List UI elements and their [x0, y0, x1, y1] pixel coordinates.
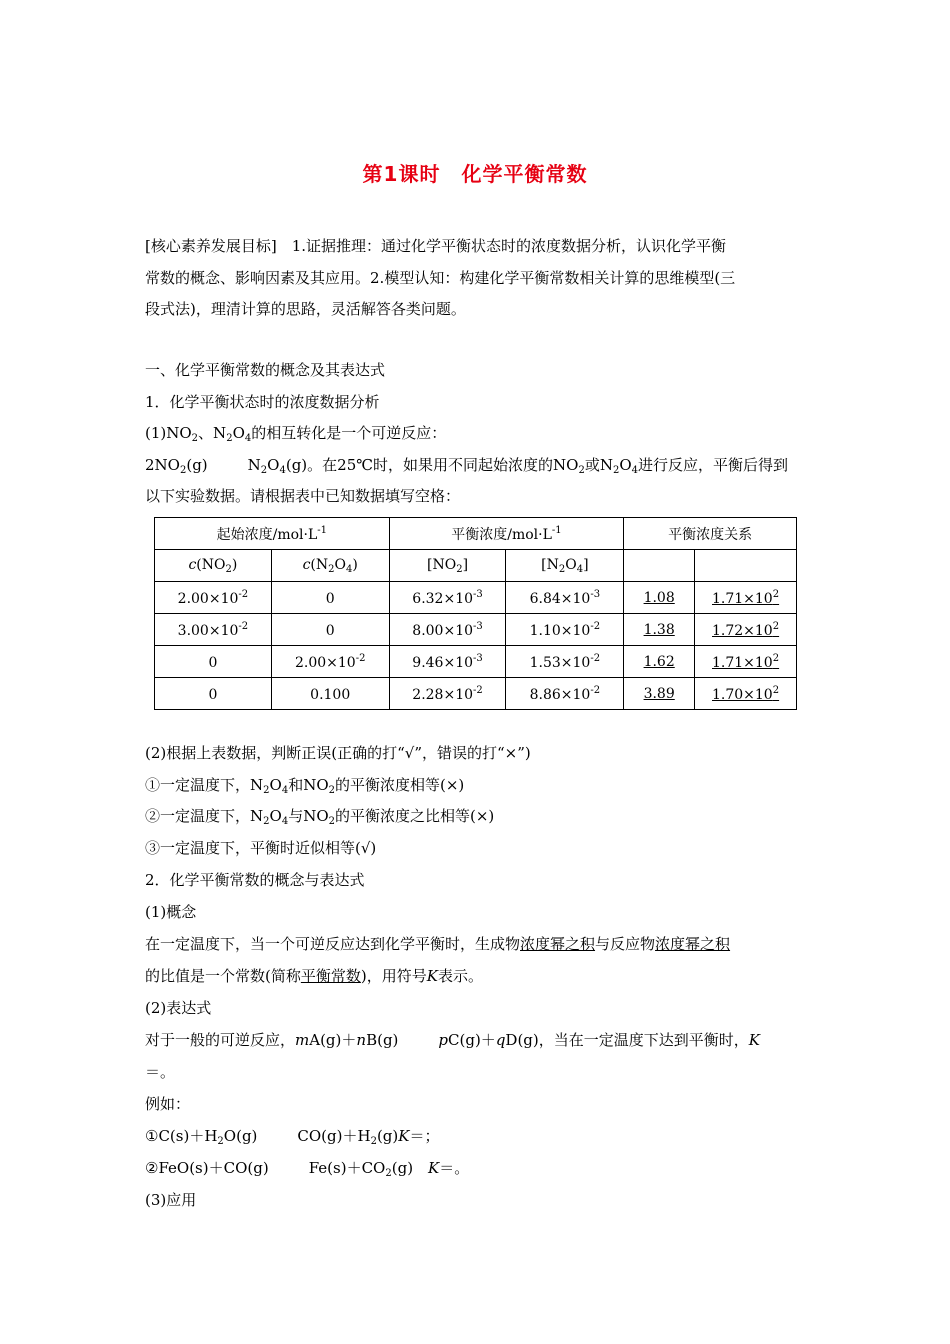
judge-item-3: ③一定温度下，平衡时近似相等(√) [145, 839, 377, 857]
table-row: 0 0.100 $2.28\times 10^{-2}$ $8.86\times 10^{-2}$ 3.89 $1.70\times 10^2$ [155, 678, 797, 710]
col-relation-1 [624, 550, 695, 582]
col-eq-no2: $[NO_2]$ [389, 550, 506, 582]
expression-line-2: ＝。 [145, 1063, 176, 1081]
judge-item-2: ②一定温度下，$N_2O_4$与$NO_2$的平衡浓度之比相等(×) [145, 807, 495, 827]
subheading-1: 1．化学平衡状态时的浓度数据分析 [145, 393, 380, 411]
data-table [154, 517, 797, 710]
header-equilibrium: 平衡浓度$/mol\cdot L^{-1}$ [389, 518, 624, 550]
header-relation: 平衡浓度关系 [624, 518, 797, 550]
goals-line-3: 段式法)，理清计算的思路，灵活解答各类问题。 [145, 300, 466, 318]
example-1: $①C(s)+H_2O(g)$ $CO(g)+H_2(g)K=$； [145, 1127, 440, 1147]
page-title: 第1课时 化学平衡常数 [362, 162, 588, 186]
col-c-no2: $c(NO_2)$ [155, 550, 272, 582]
concept-heading: (1)概念 [145, 903, 197, 921]
paragraph-reaction: $2NO_2(g)$ $N_2O_4(g)$。在25℃时，如果用不同起始浓度的$NO_2$或$N_2O_4$进行反应，平衡后得到 [145, 456, 789, 476]
table-row: $3.00\times 10^{-2}$ 0 $8.00\times 10^{-3}$ $1.10\times 10^{-2}$ 1.38 $1.72\times 10^2$ [155, 614, 797, 646]
expression-heading: (2)表达式 [145, 999, 212, 1017]
section-heading: 一、化学平衡常数的概念及其表达式 [145, 361, 386, 379]
table-subheader-row [155, 550, 797, 582]
paragraph-instruction: 以下实验数据。请根据表中已知数据填写空格： [145, 487, 461, 505]
goals-line-2: 常数的概念、影响因素及其应用。2.模型认知：构建化学平衡常数相关计算的思维模型(三 [145, 269, 736, 287]
concept-line-2: 的比值是一个常数(简称平衡常数)，用符号K表示。 [145, 967, 483, 985]
table-row: 0 $2.00\times 10^{-2}$ $9.46\times 10^{-3}$ $1.53\times 10^{-2}$ 1.62 $1.71\times 10^2$ [155, 646, 797, 678]
judge-intro: (2)根据上表数据，判断正误(正确的打“√”，错误的打“×”) [145, 744, 531, 762]
col-eq-n2o4: $[N_2O_4]$ [506, 550, 624, 582]
concept-line-1: 在一定温度下，当一个可逆反应达到化学平衡时，生成物浓度幂之积与反应物浓度幂之积 [145, 935, 731, 953]
judge-item-1: ①一定温度下，$N_2O_4$和$NO_2$的平衡浓度相等(×) [145, 776, 465, 796]
apply-heading: (3)应用 [145, 1191, 197, 1209]
goals-line-1: [核心素养发展目标] 1.证据推理：通过化学平衡状态时的浓度数据分析，认识化学平衡 [145, 237, 727, 255]
paragraph-reversible: $(1)NO_2$、$N_2O_4$的相互转化是一个可逆反应： [145, 424, 447, 444]
example-2: ②FeO(s)＋CO(g) $Fe(s)+CO_2(g)$ K＝。 [145, 1159, 470, 1179]
col-relation-2 [695, 550, 797, 582]
example-label: 例如： [145, 1095, 191, 1113]
subheading-2: 2．化学平衡常数的概念与表达式 [145, 871, 365, 889]
header-initial: 起始浓度$/mol\cdot L^{-1}$ [155, 518, 390, 550]
col-c-n2o4: $c(N_2O_4)$ [271, 550, 389, 582]
expression-line-1: 对于一般的可逆反应，mA(g)＋nB(g) pC(g)＋qD(g)，当在一定温度下达到平衡时，K [145, 1031, 760, 1049]
table-row: $2.00\times 10^{-2}$ 0 $6.32\times 10^{-3}$ $6.84\times 10^{-3}$ 1.08 $1.71\times 10^2$ [155, 582, 797, 614]
table-header-row [155, 518, 797, 550]
